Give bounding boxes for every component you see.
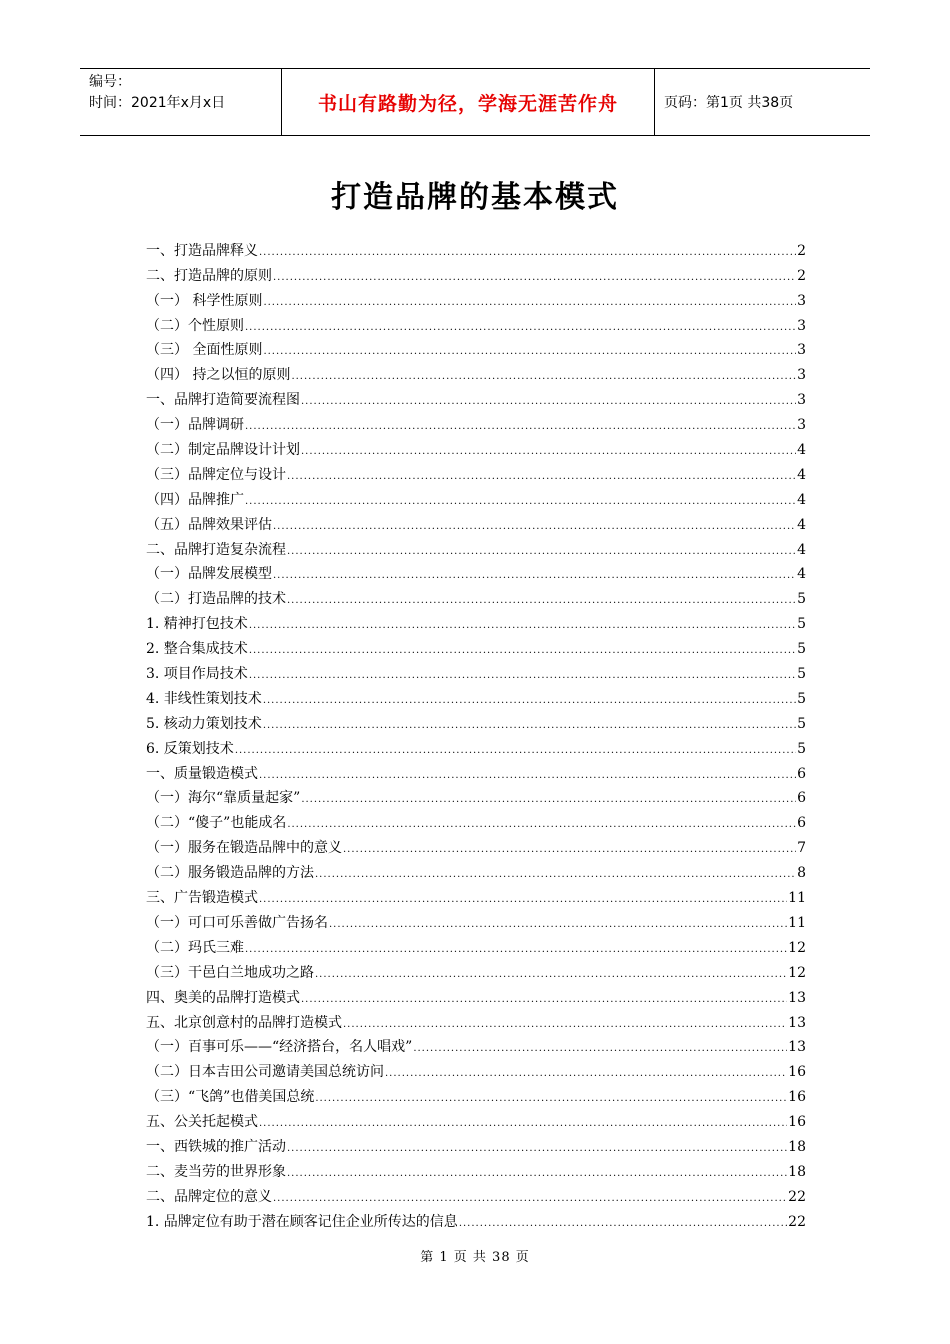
- toc-entry-page: 13: [788, 1014, 806, 1031]
- toc-entry[interactable]: [146, 882, 806, 907]
- toc-entry[interactable]: [146, 633, 806, 658]
- toc-entry-label: （二）玛氏三难: [146, 939, 244, 956]
- toc-entry-page: 16: [788, 1114, 806, 1131]
- toc-leader-dots: [263, 345, 796, 359]
- toc-entry-label: （三）干邑白兰地成功之路: [146, 964, 314, 981]
- toc-leader-dots: [287, 818, 796, 832]
- toc-entry-label: （二）服务锻造品牌的方法: [146, 865, 314, 882]
- toc-leader-dots: [245, 321, 796, 335]
- toc-leader-dots: [249, 619, 796, 633]
- header-meta: [80, 69, 282, 135]
- toc-entry-page: 3: [797, 317, 806, 334]
- toc-entry-label: 3. 项目作局技术: [146, 666, 248, 683]
- toc-entry-label: 二、品牌打造复杂流程: [146, 541, 286, 558]
- toc-leader-dots: [273, 271, 796, 285]
- toc-leader-dots: [273, 520, 796, 534]
- toc-entry-page: 22: [788, 1213, 806, 1230]
- toc-entry-page: 12: [788, 964, 806, 981]
- toc-leader-dots: [385, 1067, 787, 1081]
- toc-leader-dots: [263, 719, 796, 733]
- toc-entry-page: 11: [788, 890, 806, 907]
- toc-entry-label: （一）海尔“靠质量起家”: [146, 790, 301, 807]
- toc-entry-label: （一）品牌调研: [146, 417, 244, 434]
- toc-entry-page: 11: [788, 914, 806, 931]
- toc-entry-page: 7: [797, 840, 806, 857]
- toc-entry[interactable]: [146, 484, 806, 509]
- toc-entry[interactable]: [146, 534, 806, 559]
- toc-leader-dots: [459, 1217, 787, 1231]
- toc-entry-label: 二、品牌定位的意义: [146, 1188, 272, 1205]
- toc-entry-page: 4: [797, 491, 806, 508]
- toc-entry[interactable]: [146, 807, 806, 832]
- toc-entry-page: 3: [797, 392, 806, 409]
- toc-entry-label: 一、品牌打造简要流程图: [146, 392, 300, 409]
- toc-entry[interactable]: [146, 758, 806, 783]
- toc-entry-page: 4: [797, 566, 806, 583]
- toc-entry-label: （二）日本吉田公司邀请美国总统访问: [146, 1064, 384, 1081]
- toc-leader-dots: [259, 769, 796, 783]
- toc-entry[interactable]: [146, 1056, 806, 1081]
- toc-entry[interactable]: [146, 310, 806, 335]
- page-header: [80, 68, 870, 136]
- toc-entry-label: 二、麦当劳的世界形象: [146, 1163, 286, 1180]
- toc-leader-dots: [291, 370, 796, 384]
- toc-entry-label: （一）服务在锻造品牌中的意义: [146, 840, 342, 857]
- toc-entry[interactable]: [146, 434, 806, 459]
- toc-leader-dots: [273, 1192, 787, 1206]
- toc-entry-label: （二）制定品牌设计计划: [146, 442, 300, 459]
- toc-entry-page: 6: [797, 815, 806, 832]
- toc-leader-dots: [315, 868, 796, 882]
- toc-entry-page: 4: [797, 516, 806, 533]
- toc-entry-page: 18: [788, 1138, 806, 1155]
- toc-entry-page: 6: [797, 765, 806, 782]
- toc-entry-label: 一、质量锻造模式: [146, 765, 258, 782]
- toc-entry-label: 1. 精神打包技术: [146, 616, 248, 633]
- table-of-contents: [146, 235, 806, 1231]
- toc-leader-dots: [287, 594, 796, 608]
- toc-entry-page: 16: [788, 1089, 806, 1106]
- time-label: 时间：2021年x月x日: [89, 95, 226, 111]
- toc-entry-page: 4: [797, 541, 806, 558]
- document-title: 打造品牌的基本模式: [331, 180, 619, 215]
- toc-leader-dots: [245, 420, 796, 434]
- toc-leader-dots: [287, 470, 796, 484]
- toc-entry-page: 16: [788, 1064, 806, 1081]
- header-page-info: 页码：第1页 共38页: [664, 95, 794, 111]
- toc-entry[interactable]: [146, 384, 806, 409]
- toc-entry-page: 3: [797, 292, 806, 309]
- toc-entry-page: 13: [788, 989, 806, 1006]
- page-footer: 第 1 页 共 38 页: [420, 1250, 530, 1265]
- toc-entry-label: 5. 核动力策划技术: [146, 715, 262, 732]
- toc-leader-dots: [259, 1117, 787, 1131]
- toc-entry[interactable]: [146, 1156, 806, 1181]
- toc-entry-page: 5: [797, 715, 806, 732]
- toc-entry-page: 3: [797, 367, 806, 384]
- toc-entry-page: 5: [797, 616, 806, 633]
- toc-entry-page: 3: [797, 342, 806, 359]
- toc-entry[interactable]: [146, 335, 806, 360]
- number-label: 编号：: [89, 74, 131, 90]
- toc-entry-label: 一、打造品牌释义: [146, 242, 258, 259]
- toc-entry-page: 5: [797, 740, 806, 757]
- toc-entry[interactable]: [146, 783, 806, 808]
- toc-entry[interactable]: [146, 708, 806, 733]
- toc-entry[interactable]: [146, 235, 806, 260]
- toc-leader-dots: [315, 968, 787, 982]
- toc-entry[interactable]: [146, 857, 806, 882]
- toc-entry[interactable]: [146, 832, 806, 857]
- toc-leader-dots: [287, 1167, 787, 1181]
- toc-entry[interactable]: [146, 1131, 806, 1156]
- toc-entry-label: （三）品牌定位与设计: [146, 466, 286, 483]
- toc-leader-dots: [301, 395, 796, 409]
- toc-leader-dots: [273, 569, 796, 583]
- toc-leader-dots: [259, 246, 796, 260]
- toc-entry-label: 2. 整合集成技术: [146, 641, 248, 658]
- toc-entry[interactable]: [146, 409, 806, 434]
- toc-entry[interactable]: [146, 932, 806, 957]
- toc-leader-dots: [301, 793, 796, 807]
- toc-leader-dots: [235, 744, 796, 758]
- toc-entry[interactable]: [146, 957, 806, 982]
- toc-entry[interactable]: [146, 1081, 806, 1106]
- toc-leader-dots: [287, 1142, 787, 1156]
- toc-entry[interactable]: [146, 559, 806, 584]
- toc-leader-dots: [249, 669, 796, 683]
- toc-entry[interactable]: [146, 683, 806, 708]
- toc-entry[interactable]: [146, 1106, 806, 1131]
- toc-entry-page: 6: [797, 790, 806, 807]
- toc-entry-label: （三） 全面性原则: [146, 342, 263, 359]
- toc-entry-label: （四） 持之以恒的原则: [146, 367, 291, 384]
- toc-entry[interactable]: [146, 982, 806, 1007]
- header-motto: 书山有路勤为径，学海无涯苦作舟: [282, 69, 655, 135]
- toc-entry-page: 5: [797, 690, 806, 707]
- toc-entry[interactable]: [146, 1206, 806, 1231]
- toc-entry[interactable]: [146, 285, 806, 310]
- toc-entry[interactable]: [146, 733, 806, 758]
- toc-entry-page: 4: [797, 466, 806, 483]
- toc-entry-label: 1. 品牌定位有助于潜在顾客记住企业所传达的信息: [146, 1213, 458, 1230]
- toc-entry-label: （一）百事可乐——“经济搭台，名人唱戏”: [146, 1039, 413, 1056]
- toc-leader-dots: [245, 495, 796, 509]
- toc-leader-dots: [301, 993, 787, 1007]
- toc-entry[interactable]: [146, 658, 806, 683]
- toc-entry-page: 5: [797, 641, 806, 658]
- toc-entry[interactable]: [146, 459, 806, 484]
- toc-leader-dots: [263, 694, 796, 708]
- toc-leader-dots: [413, 1042, 787, 1056]
- toc-entry-label: （二）“傻子”也能成名: [146, 815, 287, 832]
- toc-entry-label: （四）品牌推广: [146, 491, 244, 508]
- toc-entry-page: 5: [797, 666, 806, 683]
- toc-entry-label: （二）个性原则: [146, 317, 244, 334]
- toc-entry[interactable]: [146, 1007, 806, 1032]
- toc-leader-dots: [259, 893, 787, 907]
- toc-entry-label: （五）品牌效果评估: [146, 516, 272, 533]
- toc-entry-label: 五、公关托起模式: [146, 1114, 258, 1131]
- toc-entry-label: （一）可口可乐善做广告扬名: [146, 914, 328, 931]
- toc-entry-label: 4. 非线性策划技术: [146, 690, 262, 707]
- toc-leader-dots: [315, 1092, 787, 1106]
- toc-entry-page: 22: [788, 1188, 806, 1205]
- toc-entry-label: （三）“飞鸽”也借美国总统: [146, 1089, 315, 1106]
- toc-leader-dots: [343, 1018, 787, 1032]
- toc-entry-page: 2: [797, 242, 806, 259]
- toc-entry-page: 12: [788, 939, 806, 956]
- toc-entry[interactable]: [146, 1181, 806, 1206]
- toc-entry-page: 8: [797, 865, 806, 882]
- toc-entry[interactable]: [146, 359, 806, 384]
- toc-entry-label: 五、北京创意村的品牌打造模式: [146, 1014, 342, 1031]
- toc-entry-page: 13: [788, 1039, 806, 1056]
- toc-entry[interactable]: [146, 583, 806, 608]
- toc-entry[interactable]: [146, 1032, 806, 1057]
- toc-entry-label: 四、奥美的品牌打造模式: [146, 989, 300, 1006]
- toc-leader-dots: [287, 545, 796, 559]
- toc-entry-page: 4: [797, 442, 806, 459]
- toc-entry[interactable]: [146, 907, 806, 932]
- toc-entry-label: 一、西铁城的推广活动: [146, 1138, 286, 1155]
- toc-leader-dots: [249, 644, 796, 658]
- toc-leader-dots: [343, 843, 796, 857]
- toc-entry-label: 二、打造品牌的原则: [146, 267, 272, 284]
- toc-entry-label: 6. 反策划技术: [146, 740, 234, 757]
- toc-entry[interactable]: [146, 260, 806, 285]
- toc-entry-page: 2: [797, 267, 806, 284]
- toc-leader-dots: [263, 296, 796, 310]
- toc-entry[interactable]: [146, 509, 806, 534]
- toc-entry[interactable]: [146, 608, 806, 633]
- toc-entry-page: 18: [788, 1163, 806, 1180]
- toc-entry-label: 三、广告锻造模式: [146, 890, 258, 907]
- toc-leader-dots: [301, 445, 796, 459]
- toc-entry-label: （一） 科学性原则: [146, 292, 263, 309]
- toc-leader-dots: [245, 943, 787, 957]
- toc-entry-page: 3: [797, 417, 806, 434]
- toc-leader-dots: [329, 918, 787, 932]
- toc-entry-page: 5: [797, 591, 806, 608]
- toc-entry-label: （一）品牌发展模型: [146, 566, 272, 583]
- toc-entry-label: （二）打造品牌的技术: [146, 591, 286, 608]
